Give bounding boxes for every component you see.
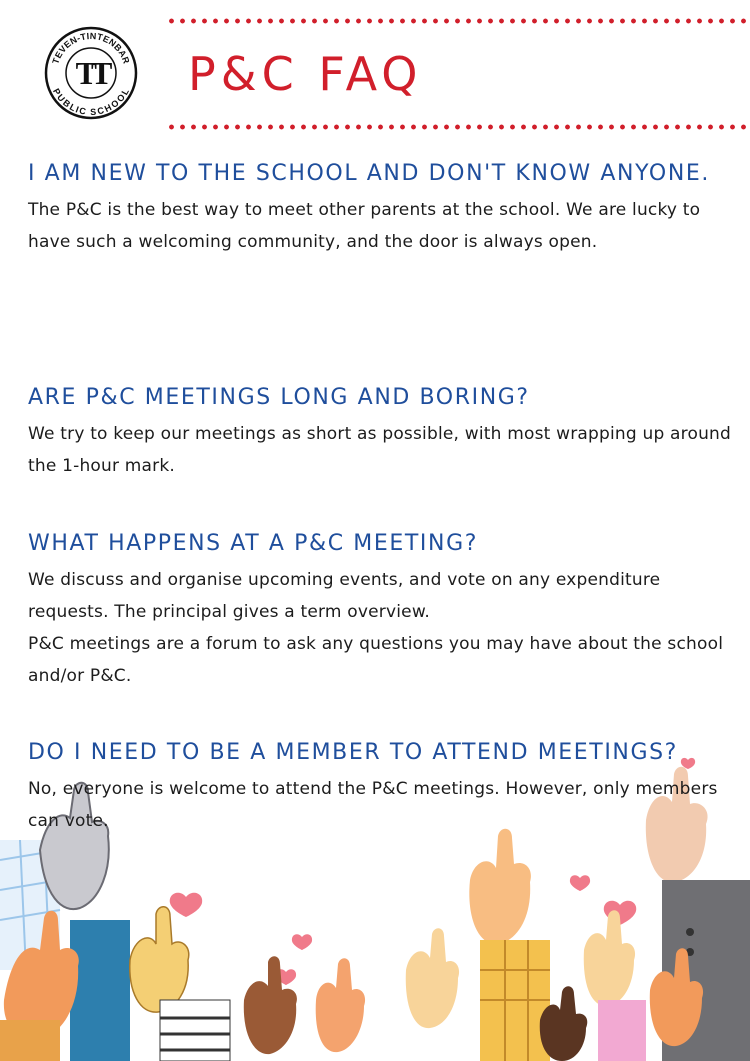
school-logo [44, 26, 138, 120]
faq-question: WHAT HAPPENS AT A P&C MEETING? [28, 531, 478, 556]
logo-ring-text-top: TEVEN-TINTENBAR [50, 30, 132, 66]
heart-icon [292, 934, 312, 950]
faq-item-membership [28, 733, 732, 837]
hand-icon [130, 907, 189, 1012]
faq-answer: We try to keep our meetings as short as possible, with most wrapping up around the 1-hour mark. [28, 424, 732, 476]
dots-divider-top [166, 18, 746, 24]
faq-item-new-to-school [28, 154, 732, 258]
hand-icon [584, 910, 635, 1006]
page-title: P&C FAQ [188, 47, 423, 101]
faq-question: ARE P&C MEETINGS LONG AND BORING? [28, 385, 530, 410]
faq-item-meetings-long [28, 378, 732, 482]
dots-divider-bottom [166, 124, 746, 130]
hand-icon [469, 829, 531, 945]
faq-answer: The P&C is the best way to meet other parents at the school. We are lucky to have such a welcoming community, and the door is always open. [28, 200, 701, 252]
faq-item-what-happens [28, 524, 732, 692]
logo-ring-text-bottom: PUBLIC SCHOOL [50, 86, 132, 118]
faq-question: I AM NEW TO THE SCHOOL AND DON'T KNOW ANYONE. [28, 161, 710, 186]
faq-answer: No, everyone is welcome to attend the P&C meetings. However, only members can vote. [28, 779, 718, 831]
logo-monogram: TT [75, 55, 107, 91]
faq-answer-continued: P&C meetings are a forum to ask any questions you may have about the school and/or P&C. [28, 634, 724, 686]
faq-answer: We discuss and organise upcoming events, and vote on any expenditure requests. The principal gives a term overview. [28, 570, 661, 622]
hand-icon [316, 958, 365, 1052]
heart-icon [170, 893, 202, 917]
hand-icon [406, 928, 459, 1028]
svg-text:PUBLIC SCHOOL [51, 87, 131, 118]
heart-icon [570, 875, 590, 891]
faq-question: DO I NEED TO BE A MEMBER TO ATTEND MEETINGS? [28, 740, 678, 765]
